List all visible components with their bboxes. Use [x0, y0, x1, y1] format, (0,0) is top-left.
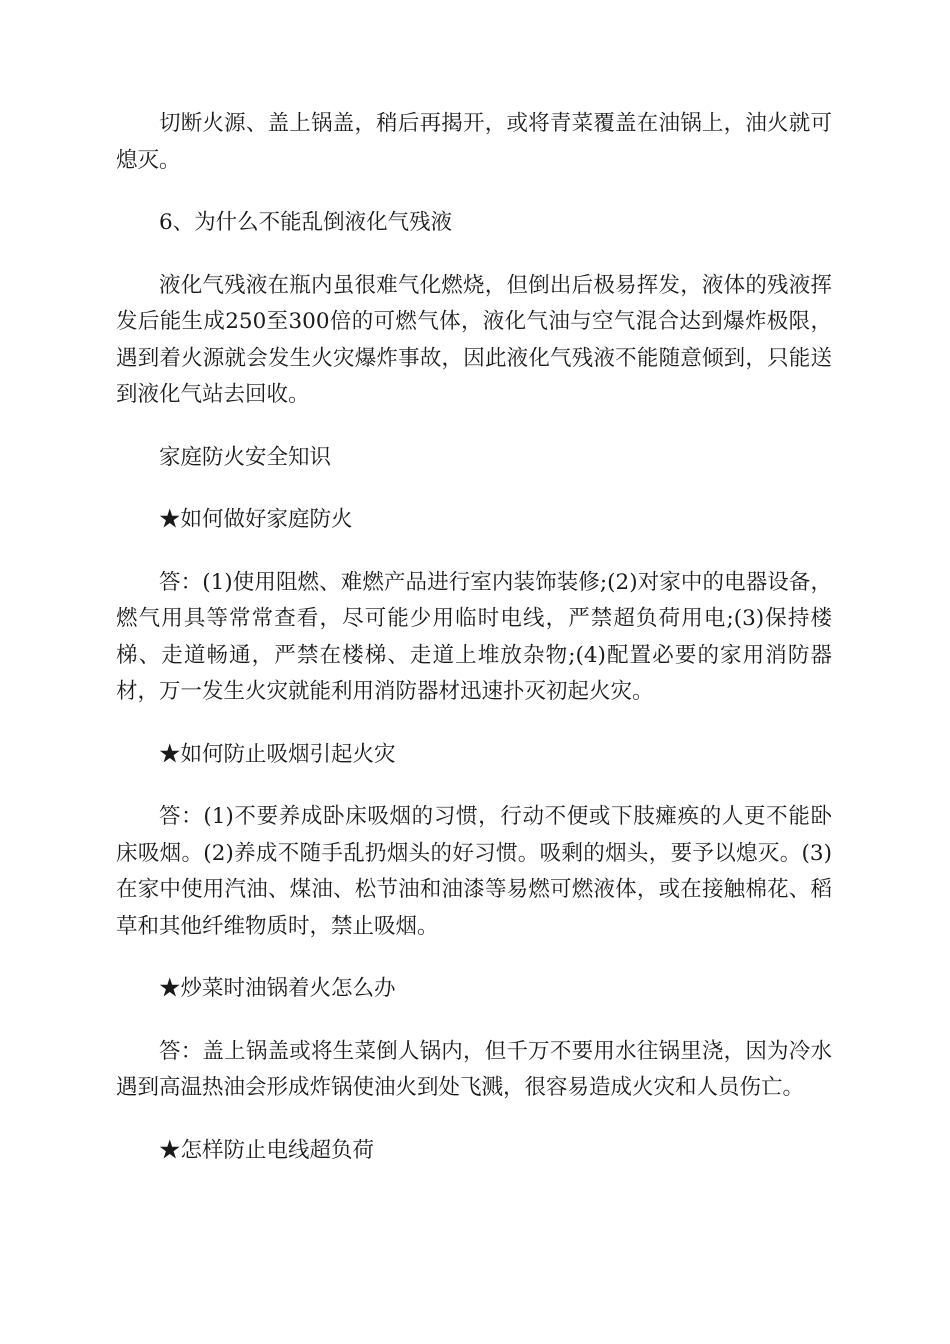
question-heading: ★怎样防止电线超负荷	[159, 1137, 375, 1163]
section-heading: 家庭防火安全知识	[159, 444, 332, 470]
paragraph: 液化气残液在瓶内虽很难气化燃烧，但倒出后极易挥发，液体的残液挥发后能生成250至300倍的可燃气体，液化气油与空气混合达到爆炸极限，遇到着火源就会发生火灾爆炸事故，因此液化气残液不能随意倾到，只能送到液化气站去回收。	[116, 272, 832, 407]
question-heading: ★炒菜时油锅着火怎么办	[159, 976, 396, 1001]
answer-paragraph: 答：(1)使用阻燃、难燃产品进行室内装饰装修;(2)对家中的电器设备，燃气用具等常常查看，尽可能少用临时电线，严禁超负荷用电;(3)保持楼梯、走道畅通，严禁在楼梯、走道上堆放杂物;(4)配置必要的家用消防器材，万一发生火灾就能利用消防器材迅速扑灭初起火灾。	[116, 569, 832, 704]
question-heading: ★如何防止吸烟引起火灾	[159, 741, 396, 767]
answer-paragraph: 答：盖上锅盖或将生菜倒人锅内，但千万不要用水往锅里浇，因为冷水遇到高温热油会形成炸锅使油火到处飞溅，很容易造成火灾和人员伤亡。	[116, 1038, 832, 1100]
paragraph: 切断火源、盖上锅盖，稍后再揭开，或将青菜覆盖在油锅上，油火就可熄灭。	[116, 111, 832, 173]
answer-paragraph: 答：(1)不要养成卧床吸烟的习惯，行动不便或下肢瘫痪的人更不能卧床吸烟。(2)养成不随手乱扔烟头的好习惯。吸剩的烟头，要予以熄灭。(3)在家中使用汽油、煤油、松节油和油漆等易燃可燃液体，或在接触棉花、稻草和其他纤维物质时，禁止吸烟。	[116, 804, 832, 939]
section-heading: 6、为什么不能乱倒液化气残液	[159, 210, 453, 235]
document-body	[116, 106, 832, 1195]
question-heading: ★如何做好家庭防火	[159, 507, 353, 532]
